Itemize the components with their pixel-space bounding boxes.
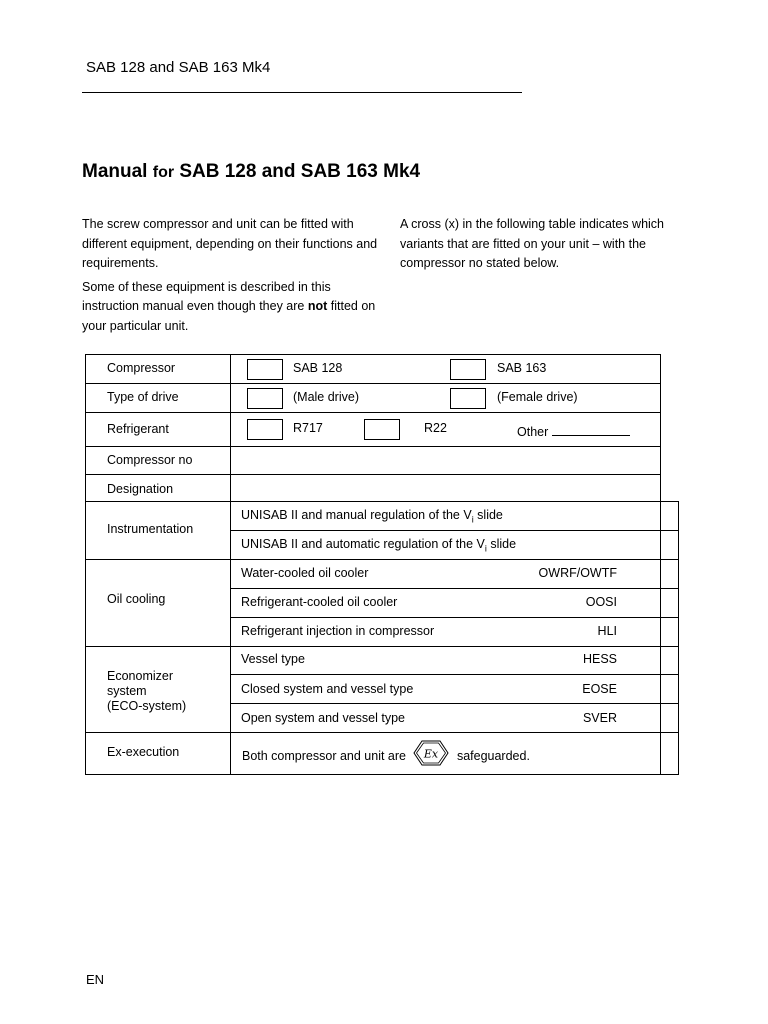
table-rule xyxy=(230,354,231,774)
oil-cooling-row-3-text: Refrigerant injection in compressor xyxy=(241,624,435,638)
intro-left-column xyxy=(82,215,382,340)
instrumentation-row-2-sub: i xyxy=(484,543,487,554)
instrumentation-row-2 xyxy=(241,537,516,554)
refrigerant-other-label: Other xyxy=(517,425,549,439)
intro-left-paragraph-1: The screw compressor and unit can be fitted with different equipment, depending on their functions and requirements. xyxy=(82,217,378,270)
running-header: SAB 128 and SAB 163 Mk4 xyxy=(86,59,271,76)
table-rule xyxy=(85,412,660,413)
checkbox-r22[interactable] xyxy=(364,419,400,440)
checkbox-r717[interactable] xyxy=(247,419,283,440)
oil-cooling-row-2-code: OOSI xyxy=(585,595,617,609)
instrumentation-label: Instrumentation xyxy=(107,522,194,536)
compressor-option-1: SAB 128 xyxy=(293,361,343,375)
economizer-row-3-text: Open system and vessel type xyxy=(241,711,405,725)
title-part1: Manual xyxy=(82,161,153,182)
table-rule xyxy=(85,354,86,774)
economizer-label-line-2: system xyxy=(107,684,147,698)
intro-left-p2-a: Some of these equipment is described in this instruction manual even though they are xyxy=(82,279,331,313)
checkbox-sab128[interactable] xyxy=(247,359,283,380)
variants-table xyxy=(85,354,679,775)
drive-option-2: (Female drive) xyxy=(497,390,578,404)
checkbox-male-drive[interactable] xyxy=(247,388,283,409)
table-rule xyxy=(230,674,679,675)
ex-text-a: Both compressor and unit are xyxy=(242,748,406,763)
compressor-label: Compressor xyxy=(107,361,176,375)
instrumentation-row-1 xyxy=(241,508,503,525)
other-refrigerant-field[interactable] xyxy=(552,424,630,436)
economizer-label-line-3: (ECO-system) xyxy=(107,699,187,713)
ex-execution-text xyxy=(242,744,530,769)
compressor-option-2: SAB 163 xyxy=(497,361,547,375)
table-rule xyxy=(85,501,679,502)
oil-cooling-label: Oil cooling xyxy=(107,592,166,606)
table-rule xyxy=(85,559,679,560)
intro-right-paragraph-1: A cross (x) in the following table indicates which variants that are fitted on your unit – with the compressor no stated below. xyxy=(400,217,665,270)
economizer-row-1-text: Vessel type xyxy=(241,652,305,666)
refrigerant-option-1: R717 xyxy=(293,421,323,435)
oil-cooling-row-3-code: HLI xyxy=(597,624,617,638)
instrumentation-row-1-sub: i xyxy=(471,514,474,525)
compressor-no-label: Compressor no xyxy=(107,453,193,467)
table-rule xyxy=(85,774,679,775)
economizer-row-1-code: HESS xyxy=(582,652,617,666)
refrigerant-label: Refrigerant xyxy=(107,422,169,436)
instrumentation-row-1-suffix: slide xyxy=(473,508,503,522)
table-rule xyxy=(230,588,679,589)
oil-cooling-row-2-text: Refrigerant-cooled oil cooler xyxy=(241,595,398,609)
ex-hexagon-icon xyxy=(413,740,449,769)
page-title xyxy=(82,161,420,183)
instrumentation-row-1-text: UNISAB II and manual regulation of the V xyxy=(241,508,472,522)
instrumentation-row-2-suffix: slide xyxy=(486,537,517,551)
intro-right-column xyxy=(400,215,700,278)
refrigerant-option-2: R22 xyxy=(424,421,447,435)
oil-cooling-row-1-text: Water-cooled oil cooler xyxy=(241,566,369,580)
table-rule xyxy=(85,446,660,447)
ex-icon-text: Ex xyxy=(424,747,439,761)
header-rule xyxy=(82,92,522,93)
designation-label: Designation xyxy=(107,482,174,496)
table-rule xyxy=(85,646,679,647)
language-code: EN xyxy=(86,972,105,987)
title-part2: for xyxy=(152,164,175,181)
table-rule xyxy=(230,703,679,704)
title-part3: SAB 128 and SAB 163 Mk4 xyxy=(174,161,421,182)
intro-left-paragraph-2 xyxy=(82,278,382,337)
ex-text-b: safeguarded. xyxy=(456,748,530,763)
table-rule xyxy=(230,530,679,531)
instrumentation-row-2-text: UNISAB II and automatic regulation of the V xyxy=(241,537,485,551)
oil-cooling-row-1-code: OWRF/OWTF xyxy=(538,566,617,580)
table-rule xyxy=(660,354,661,774)
ex-execution-label: Ex-execution xyxy=(107,745,180,759)
table-rule xyxy=(85,474,660,475)
table-rule xyxy=(85,383,660,384)
drive-label: Type of drive xyxy=(107,390,179,404)
economizer-row-2-text: Closed system and vessel type xyxy=(241,682,414,696)
economizer-label xyxy=(107,669,186,714)
checkbox-female-drive[interactable] xyxy=(450,388,486,409)
table-rule xyxy=(230,617,679,618)
checkbox-sab163[interactable] xyxy=(450,359,486,380)
economizer-label-line-1: Economizer xyxy=(107,669,173,683)
intro-left-p2-b: fitted on your particular unit. xyxy=(82,299,376,333)
table-rule xyxy=(85,354,660,355)
intro-left-p2-bold: not xyxy=(307,299,328,313)
table-rule xyxy=(678,501,679,774)
table-rule xyxy=(85,732,679,733)
drive-option-1: (Male drive) xyxy=(293,390,359,404)
economizer-row-3-code: SVER xyxy=(582,711,617,725)
refrigerant-other xyxy=(517,424,630,439)
economizer-row-2-code: EOSE xyxy=(582,682,617,696)
